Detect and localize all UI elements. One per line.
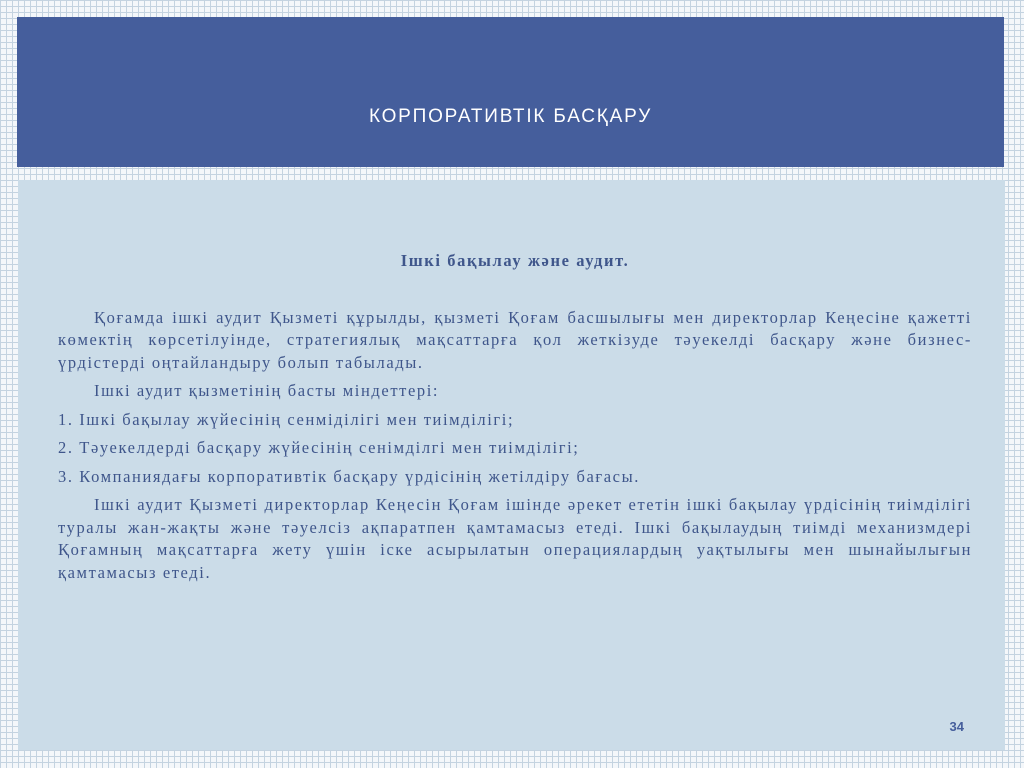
- closing-paragraph: Ішкі аудит Қызметі директорлар Кеңесін Қоғам ішінде әрекет ететін ішкі бақылау үрдісінің тиімділігі туралы жан-жақты және тәуелсіз ақпаратпен қамтамасыз етеді. Ішкі бақылаудың тиімді механизмдері Қоғамның мақсаттарға жету үшін іске асырылатын операциялардың уақтылығы мен шынайылығын қамтамасыз етеді.: [58, 495, 972, 582]
- page-number: 34: [949, 719, 964, 734]
- header-band: [17, 17, 1004, 167]
- content-panel: [18, 180, 1005, 750]
- task-item-3: 3. Компаниядағы корпоративтік басқару үрдісінің жетілдіру бағасы.: [58, 466, 641, 486]
- intro-paragraph: Қоғамда ішкі аудит Қызметі құрылды, қызметі Қоғам басшылығы мен директорлар Кеңесіне қажетті көмектің көрсетілуінде, стратегиялық мақсаттарға қол жеткізуде тәуекелді басқару және бизнес-үрдістерді оңтайландыру болып табылады.: [58, 307, 972, 372]
- task-item-2: 2. Тәуекелдерді басқару жүйесінің сенімділгі мен тиімділігі;: [58, 438, 580, 457]
- task-item-1: 1. Ішкі бақылау жүйесінің сенміділігі мен тиімділігі;: [58, 409, 515, 429]
- body-text: [58, 250, 972, 584]
- subheading: Ішкі бақылау және аудит.: [400, 251, 630, 270]
- tasks-heading: Ішкі аудит қызметінің басты міндеттері:: [94, 381, 440, 400]
- slide-title: КОРПОРАТИВТІК БАСҚАРУ: [368, 106, 653, 127]
